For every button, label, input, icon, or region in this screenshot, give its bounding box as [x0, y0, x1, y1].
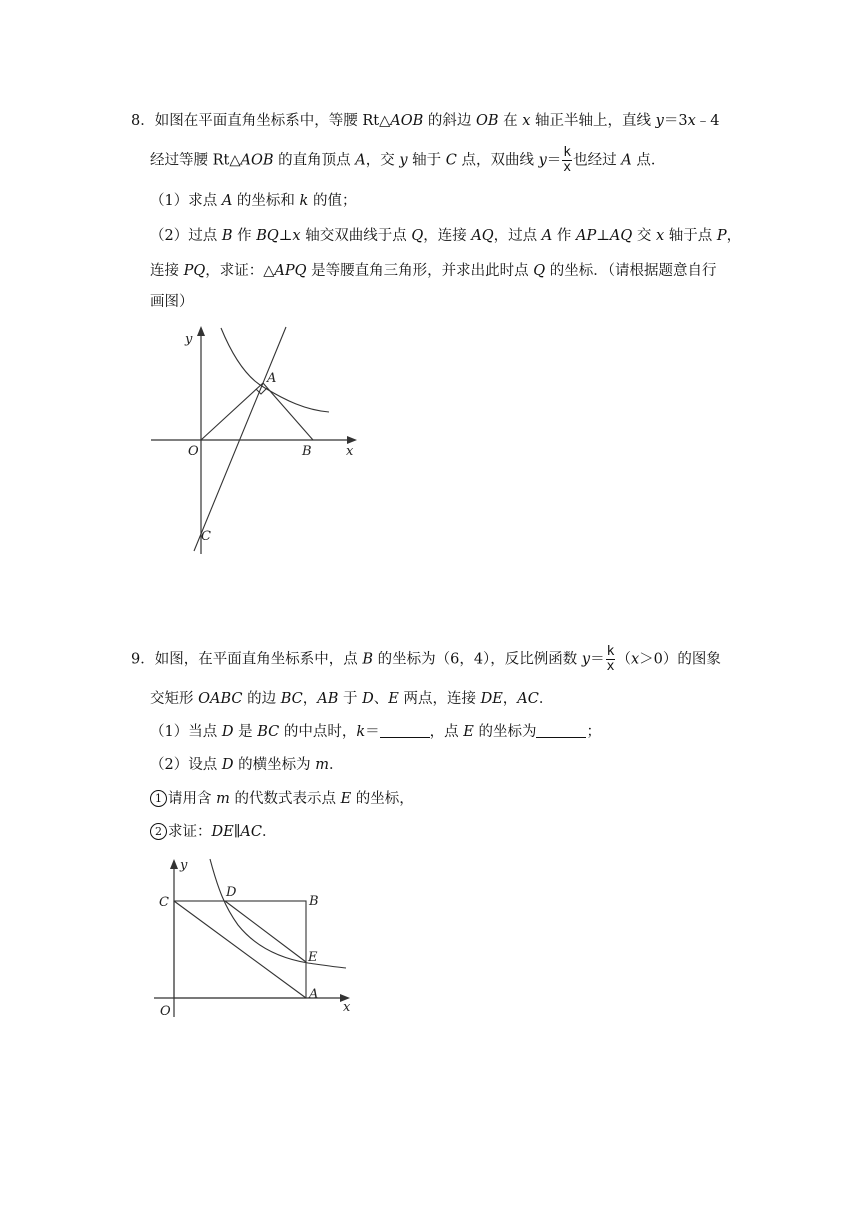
q9-line-1: 9．如图，在平面直角坐标系中，点 B 的坐标为（6，4），反比例函数 y＝ $\frac{k}{x}$ （x＞0）的图象	[131, 644, 721, 674]
segment-de	[225, 901, 306, 962]
segment-oa	[201, 383, 263, 440]
label-x: x	[346, 444, 354, 459]
hyperbola-curve	[210, 859, 346, 968]
y-axis-arrow	[197, 326, 205, 336]
y-axis-arrow	[170, 859, 178, 869]
label-y: y	[180, 858, 188, 873]
q8-part-1: （1）求点 A 的坐标和 k 的值；	[150, 193, 357, 209]
label-o: O	[160, 1004, 171, 1019]
segment-ab	[263, 383, 313, 440]
label-b: B	[302, 444, 312, 459]
label-x: x	[343, 1000, 351, 1015]
q8-line-1: 8．如图在平面直角坐标系中，等腰 Rt△AOB 的斜边 OB 在 x 轴正半轴上，直线 y＝3x﹣4	[131, 113, 720, 129]
segment-ac	[174, 901, 306, 998]
label-a: A	[267, 371, 277, 386]
label-c: C	[201, 529, 211, 544]
hyperbola-curve	[221, 328, 329, 412]
fraction-k-over-x: $\frac{k}{x}$	[606, 644, 615, 674]
q9-figure	[150, 855, 365, 1025]
answer-blank-k[interactable]	[380, 723, 430, 738]
right-angle-mark	[256, 388, 267, 394]
q8-line-2: 经过等腰 Rt△AOB 的直角顶点 A，交 y 轴于 C 点，双曲线 y＝ $\frac{k}{x}$ 也经过 A 点．	[150, 145, 666, 175]
answer-blank-e[interactable]	[536, 723, 586, 738]
q8-part-2: （2）过点 B 作 BQ⊥x 轴交双曲线于点 Q，连接 AQ，过点 A 作 AP⊥AQ 交 x 轴于点 P，	[150, 228, 742, 244]
q9-subpart-1: 1 请用含 m 的代数式表示点 E 的坐标，	[150, 789, 414, 809]
q9-part-2: （2）设点 D 的横坐标为 m．	[150, 757, 344, 773]
x-axis-arrow	[347, 436, 357, 444]
circled-number-2: 2	[150, 823, 167, 840]
q8-figure	[145, 322, 375, 557]
circled-number-1: 1	[150, 790, 167, 807]
label-y: y	[185, 332, 193, 347]
label-a: A	[309, 987, 319, 1002]
label-b: B	[309, 894, 319, 909]
q8-part-2-end: 画图）	[150, 294, 194, 310]
label-e: E	[308, 950, 318, 965]
line-ca	[194, 327, 286, 551]
q9-line-2: 交矩形 OABC 的边 BC，AB 于 D、E 两点，连接 DE，AC．	[150, 691, 554, 707]
q9-subpart-2: 2 求证：DE∥AC．	[150, 822, 277, 842]
q8-part-2-cont: 连接 PQ，求证：△APQ 是等腰直角三角形，并求出此时点 Q 的坐标．（请根据题意自行	[150, 263, 717, 279]
label-d: D	[226, 885, 237, 900]
label-c: C	[159, 895, 169, 910]
q9-part-1: （1）当点 D 是 BC 的中点时，k＝ ，点 E 的坐标为 ；	[150, 724, 601, 740]
label-o: O	[188, 444, 199, 459]
fraction-k-over-x: $\frac{k}{x}$	[563, 145, 572, 175]
